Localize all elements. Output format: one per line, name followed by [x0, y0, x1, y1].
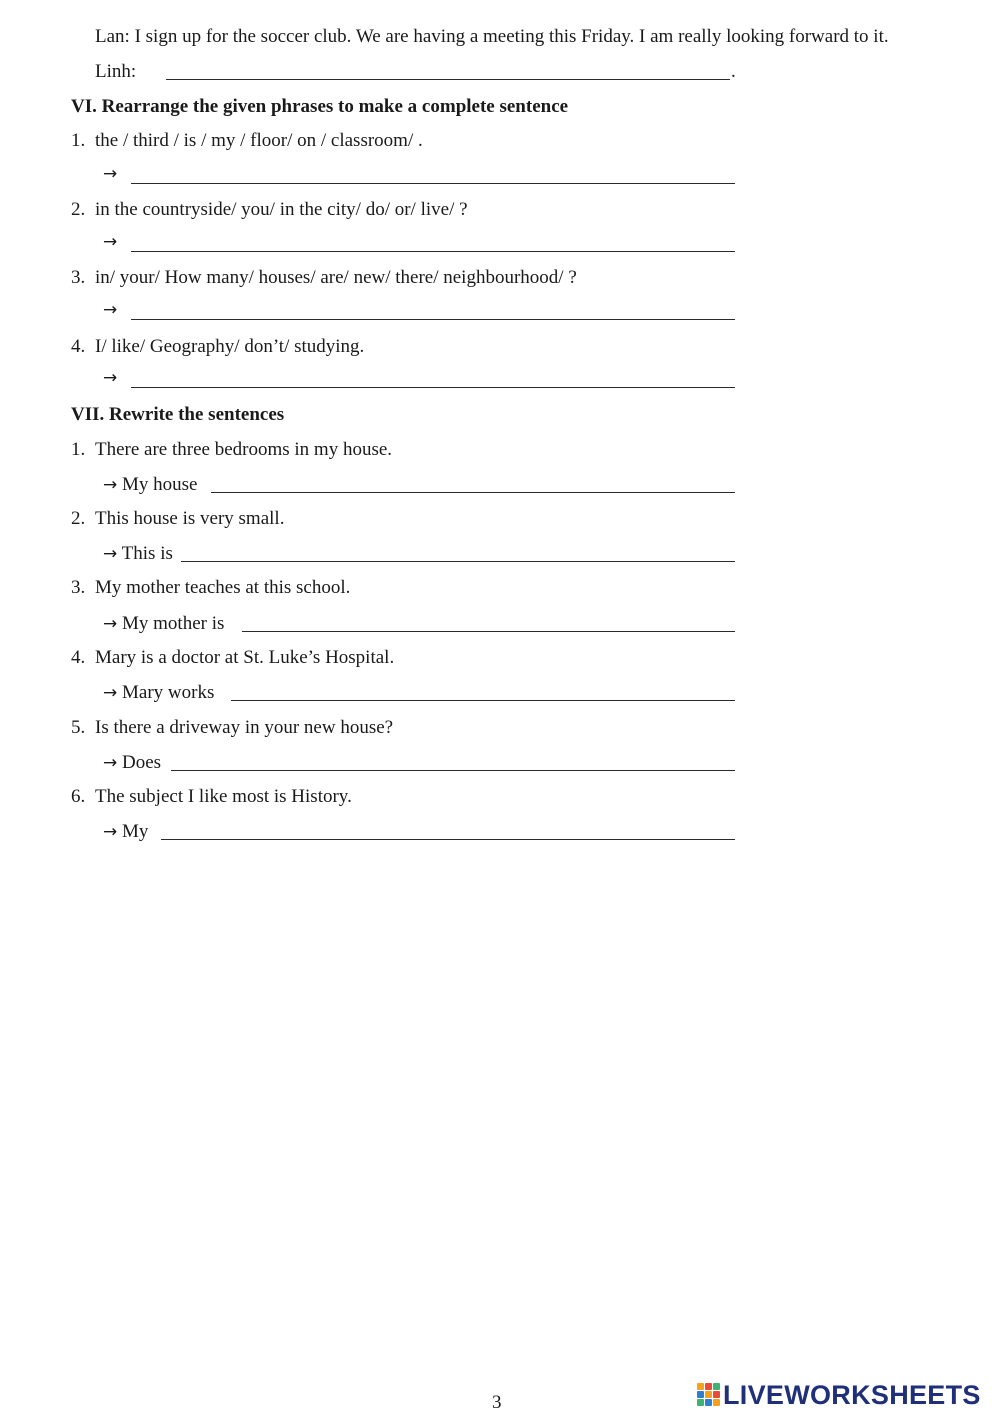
item-text: Mary is a doctor at St. Luke’s Hospital.	[95, 647, 395, 668]
dialogue-linh-label: Linh:	[95, 61, 137, 82]
list-item	[71, 200, 468, 219]
liveworksheets-logo-text: LIVEWORKSHEETS	[723, 1379, 981, 1410]
answer-blank-6-4[interactable]	[131, 387, 735, 388]
liveworksheets-logo-icon	[697, 1383, 721, 1407]
item-number: 1.	[71, 130, 86, 151]
rewrite-prompt	[103, 475, 197, 494]
page-number: 3	[492, 1392, 502, 1413]
item-text: I/ like/ Geography/ don’t/ studying.	[95, 336, 365, 357]
answer-blank-6-1[interactable]	[131, 183, 735, 184]
liveworksheets-logo	[697, 1380, 981, 1410]
list-item	[71, 440, 392, 459]
logo-square	[705, 1383, 712, 1390]
arrow-icon: →	[103, 164, 118, 184]
item-text: in the countryside/ you/ in the city/ do/ or/ live/ ?	[95, 199, 468, 220]
logo-square	[705, 1399, 712, 1406]
list-item	[71, 509, 284, 528]
logo-square	[705, 1391, 712, 1398]
logo-square	[713, 1399, 720, 1406]
section-7-heading: VII. Rewrite the sentences	[71, 404, 285, 425]
logo-square	[713, 1383, 720, 1390]
arrow-icon: →	[103, 614, 118, 634]
prompt-text: My mother is	[122, 613, 225, 634]
arrow-icon: →	[103, 683, 118, 703]
rewrite-prompt	[103, 614, 224, 633]
item-text: There are three bedrooms in my house.	[95, 439, 393, 460]
answer-blank-7-1[interactable]	[211, 492, 735, 493]
answer-blank-7-2[interactable]	[181, 561, 735, 562]
answer-blank-linh[interactable]	[166, 79, 730, 80]
prompt-text: Does	[122, 752, 162, 773]
answer-blank-6-3[interactable]	[131, 319, 735, 320]
item-number: 2.	[71, 199, 86, 220]
arrow-icon: →	[103, 753, 118, 773]
item-text: the / third / is / my / floor/ on / classroom/ .	[95, 130, 423, 151]
item-number: 1.	[71, 439, 86, 460]
prompt-text: My	[122, 821, 149, 842]
section-6-heading: VI. Rearrange the given phrases to make a complete sentence	[71, 96, 569, 117]
list-item	[71, 718, 393, 737]
arrow-icon: →	[103, 300, 118, 320]
list-item	[71, 648, 394, 667]
dialogue-linh-end: .	[731, 61, 736, 82]
list-item	[71, 131, 423, 150]
answer-blank-7-6[interactable]	[161, 839, 735, 840]
item-number: 3.	[71, 267, 86, 288]
logo-square	[697, 1391, 704, 1398]
prompt-text: My house	[122, 474, 198, 495]
item-text: This house is very small.	[95, 508, 285, 529]
list-item	[71, 578, 350, 597]
arrow-icon: →	[103, 475, 118, 495]
answer-blank-7-4[interactable]	[231, 700, 735, 701]
item-text: The subject I like most is History.	[95, 786, 352, 807]
answer-blank-7-3[interactable]	[242, 631, 735, 632]
item-number: 4.	[71, 336, 86, 357]
list-item	[71, 268, 577, 287]
dialogue-lan-line: Lan: I sign up for the soccer club. We are having a meeting this Friday. I am really looking forward to it.	[95, 26, 889, 47]
rewrite-prompt	[103, 822, 148, 841]
prompt-text: Mary works	[122, 682, 215, 703]
item-number: 5.	[71, 717, 86, 738]
item-number: 3.	[71, 577, 86, 598]
logo-square	[713, 1391, 720, 1398]
arrow-icon: →	[103, 232, 118, 252]
item-number: 6.	[71, 786, 86, 807]
rewrite-prompt	[103, 683, 214, 702]
item-number: 4.	[71, 647, 86, 668]
answer-blank-6-2[interactable]	[131, 251, 735, 252]
rewrite-prompt	[103, 753, 161, 772]
arrow-icon: →	[103, 368, 118, 388]
rewrite-prompt	[103, 544, 173, 563]
logo-square	[697, 1399, 704, 1406]
item-text: in/ your/ How many/ houses/ are/ new/ there/ neighbourhood/ ?	[95, 267, 577, 288]
list-item	[71, 337, 364, 356]
arrow-icon: →	[103, 544, 118, 564]
item-number: 2.	[71, 508, 86, 529]
arrow-icon: →	[103, 822, 118, 842]
item-text: Is there a driveway in your new house?	[95, 717, 394, 738]
list-item	[71, 787, 352, 806]
logo-square	[697, 1383, 704, 1390]
prompt-text: This is	[121, 543, 173, 564]
answer-blank-7-5[interactable]	[171, 770, 735, 771]
item-text: My mother teaches at this school.	[95, 577, 351, 598]
